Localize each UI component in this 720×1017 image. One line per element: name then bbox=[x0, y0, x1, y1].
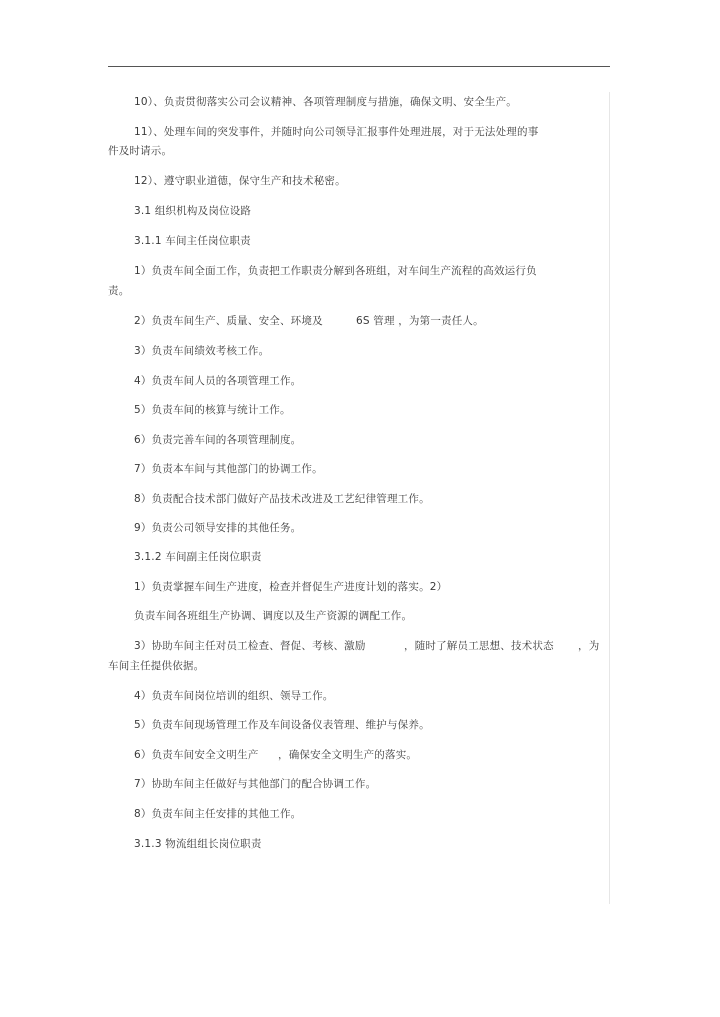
section-3-1-heading: 3.1 组织机构及岗位设路 bbox=[134, 205, 252, 217]
deputy-duty-1: 1）负责掌握车间生产进度，检查并督促生产进度计划的落实。2） bbox=[134, 581, 448, 593]
section-3-1-1-heading: 3.1.1 车间主任岗位职责 bbox=[134, 235, 251, 247]
item-11-cont: 件及时请示。 bbox=[108, 145, 173, 157]
header-rule bbox=[108, 66, 610, 67]
director-duty-4: 4）负责车间人员的各项管理工作。 bbox=[134, 375, 302, 387]
item-10: 10）、负责贯彻落实公司会议精神、各项管理制度与措施，确保文明、安全生产。 bbox=[134, 96, 518, 108]
director-duty-2-part-a: 2）负责车间生产、质量、安全、环境及 bbox=[134, 315, 323, 327]
director-duty-7: 7）负责本车间与其他部门的协调工作。 bbox=[134, 463, 323, 475]
item-11: 11）、处理车间的突发事件，并随时向公司领导汇报事件处理进展，对于无法处理的事 bbox=[134, 126, 539, 138]
deputy-duty-6-part-b: ，确保安全文明生产的落实。 bbox=[278, 749, 418, 761]
section-3-1-3-heading: 3.1.3 物流组组长岗位职责 bbox=[134, 838, 262, 850]
deputy-duty-6-part-a: 6）负责车间安全文明生产 bbox=[134, 749, 259, 761]
director-duty-8: 8）负责配合技术部门做好产品技术改进及工艺纪律管理工作。 bbox=[134, 493, 430, 505]
director-duty-6: 6）负责完善车间的各项管理制度。 bbox=[134, 434, 302, 446]
deputy-duty-3-part-c: ，为 bbox=[578, 640, 600, 652]
deputy-duty-5: 5）负责车间现场管理工作及车间设备仪表管理、维护与保养。 bbox=[134, 719, 430, 731]
director-duty-2-part-b: 6S 管理 ，为第一责任人。 bbox=[356, 315, 484, 327]
item-12: 12）、遵守职业道德，保守生产和技术秘密。 bbox=[134, 175, 346, 187]
director-duty-5: 5）负责车间的核算与统计工作。 bbox=[134, 404, 291, 416]
director-duty-1-cont: 责。 bbox=[108, 285, 130, 297]
deputy-duty-4: 4）负责车间岗位培训的组织、领导工作。 bbox=[134, 690, 334, 702]
director-duty-9: 9）负责公司领导安排的其他任务。 bbox=[134, 522, 302, 534]
director-duty-1: 1）负责车间全面工作，负责把工作职责分解到各班组，对车间生产流程的高效运行负 bbox=[134, 265, 537, 277]
deputy-duty-3-part-b: ，随时了解员工思想、技术状态 bbox=[404, 640, 554, 652]
deputy-duty-2: 负责车间各班组生产协调、调度以及生产资源的调配工作。 bbox=[134, 610, 413, 622]
deputy-duty-3-cont: 车间主任提供依据。 bbox=[108, 660, 205, 672]
deputy-duty-7: 7）协助车间主任做好与其他部门的配合协调工作。 bbox=[134, 778, 377, 790]
director-duty-3: 3）负责车间绩效考核工作。 bbox=[134, 345, 270, 357]
page-right-edge bbox=[609, 92, 610, 904]
section-3-1-2-heading: 3.1.2 车间副主任岗位职责 bbox=[134, 551, 262, 563]
deputy-duty-3-part-a: 3）协助车间主任对员工检查、督促、考核、激励 bbox=[134, 640, 366, 652]
deputy-duty-8: 8）负责车间主任安排的其他工作。 bbox=[134, 808, 302, 820]
